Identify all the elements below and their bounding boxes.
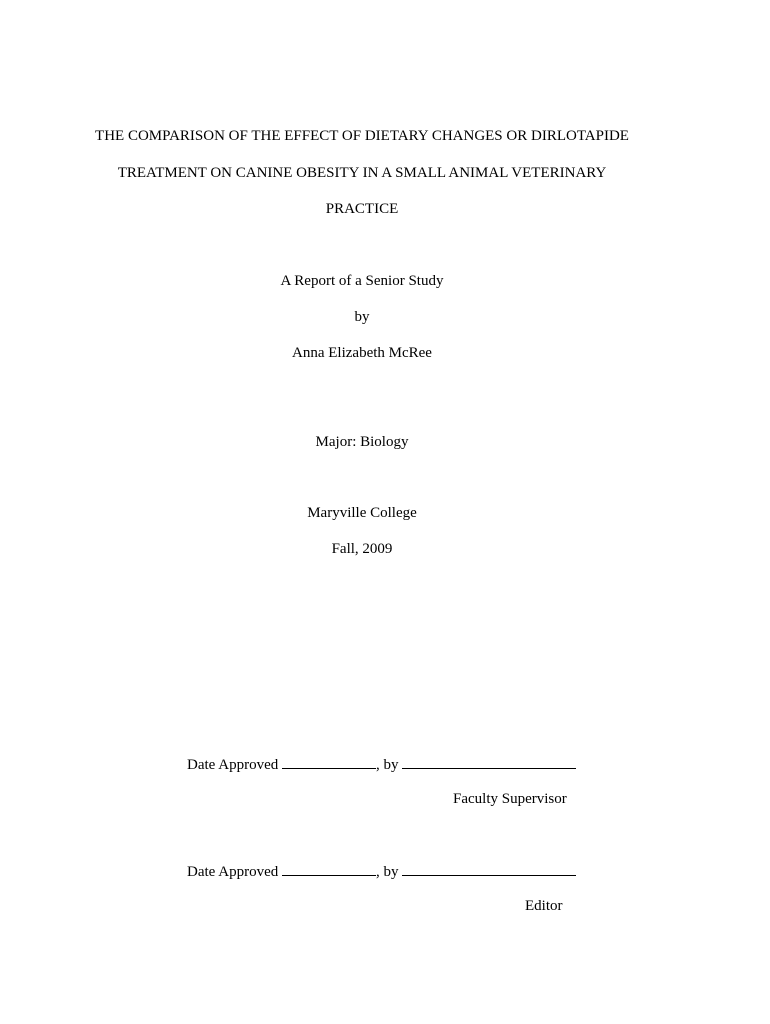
major: Major: Biology xyxy=(315,434,409,450)
faculty-supervisor-label: Faculty Supervisor xyxy=(453,791,567,807)
by-separator: , by xyxy=(375,757,399,773)
approval-line-supervisor xyxy=(187,754,576,774)
date-blank[interactable] xyxy=(282,861,376,876)
author-name: Anna Elizabeth McRee xyxy=(292,345,432,361)
approval-line-editor xyxy=(187,861,576,881)
signature-blank[interactable] xyxy=(402,754,576,769)
term: Fall, 2009 xyxy=(331,541,393,557)
by-label: by xyxy=(354,309,370,325)
date-approved-label: Date Approved xyxy=(187,864,279,880)
report-type: A Report of a Senior Study xyxy=(280,273,444,289)
title-line-1: THE COMPARISON OF THE EFFECT OF DIETARY CHANGES OR DIRLOTAPIDE xyxy=(95,128,629,144)
title-line-3: PRACTICE xyxy=(325,201,399,217)
college-name: Maryville College xyxy=(307,505,417,521)
date-blank[interactable] xyxy=(282,754,376,769)
editor-label: Editor xyxy=(525,898,563,914)
by-separator: , by xyxy=(375,864,399,880)
date-approved-label: Date Approved xyxy=(187,757,279,773)
signature-blank[interactable] xyxy=(402,861,576,876)
title-line-2: TREATMENT ON CANINE OBESITY IN A SMALL ANIMAL VETERINARY xyxy=(117,165,607,181)
